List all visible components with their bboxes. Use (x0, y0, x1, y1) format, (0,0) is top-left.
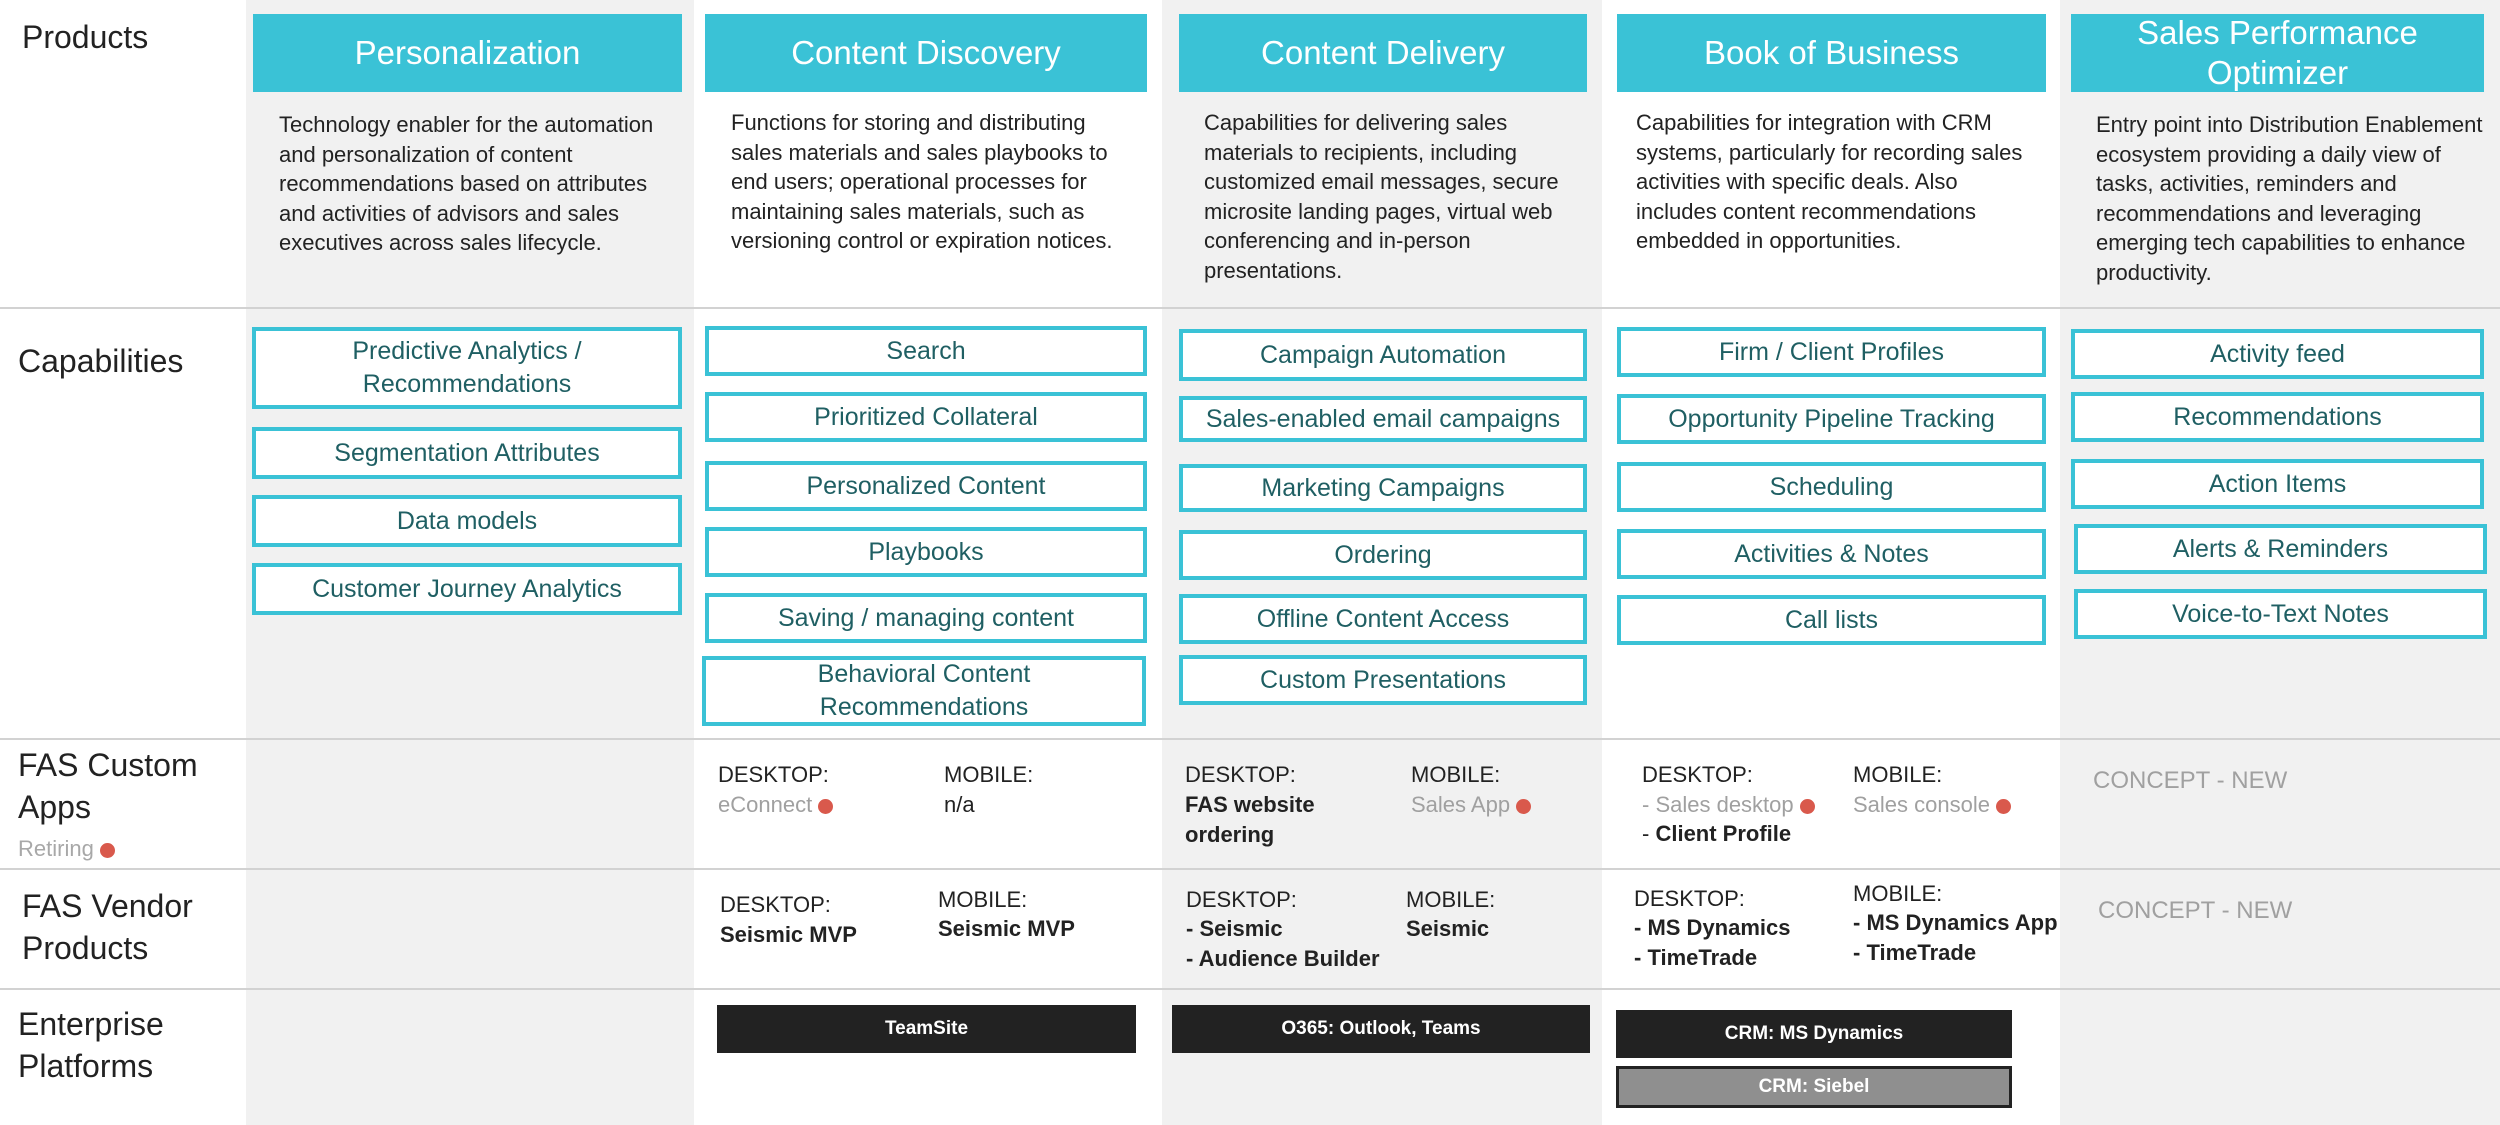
capability-box: Firm / Client Profiles (1617, 327, 2046, 377)
mobile-app-value: n/a (944, 792, 975, 817)
desktop-label: DESKTOP: (1185, 762, 1296, 787)
row-label-products: Products (22, 19, 149, 55)
capability-box: Activities & Notes (1617, 529, 2046, 579)
row-label-custom-apps: FAS Custom Apps (18, 747, 198, 825)
product-description-content-delivery: Capabilities for delivering sales materials to recipients, including customized email messages, secure microsite landing pages, virtual web conferencing and in-person presentations. (1204, 110, 1559, 283)
capability-box: Customer Journey Analytics (252, 563, 682, 615)
platform-teamsite: TeamSite (717, 1005, 1136, 1053)
capability-box: Opportunity Pipeline Tracking (1617, 394, 2046, 444)
row-label-vendor-products: FAS Vendor Products (22, 888, 193, 966)
desktop-app-client-profile (1642, 819, 1791, 849)
desktop-app-sales-desktop (1642, 790, 1815, 820)
capability-box: Prioritized Collateral (705, 392, 1147, 442)
concept-new-note: CONCEPT - NEW (2093, 767, 2288, 794)
capability-box: Search (705, 326, 1147, 376)
desktop-label: DESKTOP: (718, 762, 829, 787)
retiring-dot-icon (818, 799, 833, 814)
mobile-label: MOBILE: (1411, 762, 1501, 787)
product-description-book-of-business: Capabilities for integration with CRM systems, particularly for recording sales activities with specific deals. Also includes content recommendations embedded in opportunities. (1636, 110, 2023, 253)
product-description-content-discovery: Functions for storing and distributing sales materials and sales playbooks to end users; operational processes for maintaining sales materials, such as versioning control or expiration notices. (731, 110, 1113, 253)
platform-crm-siebel: CRM: Siebel (1616, 1066, 2012, 1108)
concept-new-note: CONCEPT - NEW (2098, 897, 2293, 924)
mobile-app-sales-app (1411, 790, 1531, 820)
desktop-label: DESKTOP: (1642, 762, 1753, 787)
capability-box: Alerts & Reminders (2074, 524, 2487, 574)
desktop-app-econnect-label: eConnect (718, 792, 813, 817)
capability-box: Recommendations (2071, 392, 2484, 442)
capability-box: Marketing Campaigns (1179, 464, 1587, 512)
capability-box: Sales-enabled email campaigns (1179, 396, 1587, 442)
vendor-desktop-value: - Seismic - Audience Builder (1186, 916, 1380, 971)
product-header-sales-performance: Sales Performance Optimizer (2071, 14, 2484, 92)
desktop-label: DESKTOP: (720, 892, 831, 917)
retiring-legend (18, 836, 115, 862)
capability-box: Data models (252, 495, 682, 547)
capability-box: Personalized Content (705, 461, 1147, 511)
capability-box: Playbooks (705, 527, 1147, 577)
capability-box: Activity feed (2071, 329, 2484, 379)
retiring-dot-icon (100, 843, 115, 858)
capability-box: Segmentation Attributes (252, 427, 682, 479)
desktop-app-fas-website: FAS website ordering (1185, 792, 1315, 847)
row-divider (0, 868, 2500, 870)
mobile-label: MOBILE: (1406, 887, 1496, 912)
desktop-label: DESKTOP: (1186, 887, 1297, 912)
capability-box: Voice-to-Text Notes (2074, 589, 2487, 639)
product-description-personalization: Technology enabler for the automation and personalization of content recommendations based on attributes and activities of advisors and sales executives across sales lifecycle. (279, 112, 654, 255)
product-header-content-delivery: Content Delivery (1179, 14, 1587, 92)
product-header-content-discovery: Content Discovery (705, 14, 1147, 92)
mobile-label: MOBILE: (938, 887, 1028, 912)
mobile-app-sales-app-label: Sales App (1411, 792, 1511, 817)
vendor-desktop-value: - MS Dynamics - TimeTrade (1634, 915, 1791, 970)
row-label-enterprise-platforms: Enterprise Platforms (18, 1006, 164, 1084)
capability-box: Behavioral Content Recommendations (702, 656, 1146, 726)
vendor-mobile-value: Seismic (1406, 916, 1490, 941)
capability-box: Scheduling (1617, 462, 2046, 512)
capability-box: Custom Presentations (1179, 655, 1587, 705)
capability-box: Action Items (2071, 459, 2484, 509)
product-header-personalization: Personalization (253, 14, 682, 92)
vendor-desktop-value: Seismic MVP (720, 922, 857, 947)
retiring-dot-icon (1996, 799, 2011, 814)
row-divider (0, 738, 2500, 740)
mobile-label: MOBILE: (1853, 762, 1943, 787)
platform-o365: O365: Outlook, Teams (1172, 1005, 1590, 1053)
platform-crm-ms-dynamics: CRM: MS Dynamics (1616, 1010, 2012, 1058)
mobile-app-sales-console (1853, 790, 2011, 820)
product-description-sales-performance: Entry point into Distribution Enablement ecosystem providing a daily view of tasks, activities, reminders and recommendations and leveraging emerging tech capabilities to enhance productivity. (2096, 112, 2483, 285)
capability-box: Call lists (1617, 595, 2046, 645)
mobile-label: MOBILE: (1853, 881, 1943, 906)
capability-box: Predictive Analytics / Recommendations (252, 327, 682, 409)
product-header-book-of-business: Book of Business (1617, 14, 2046, 92)
capability-box: Saving / managing content (705, 593, 1147, 643)
capability-box: Offline Content Access (1179, 594, 1587, 644)
retiring-dot-icon (1516, 799, 1531, 814)
vendor-mobile-value: Seismic MVP (938, 916, 1075, 941)
capability-box: Campaign Automation (1179, 329, 1587, 381)
desktop-app-client-profile-prefix: - (1642, 821, 1656, 846)
mobile-app-sales-console-label: Sales console (1853, 792, 1990, 817)
row-divider (0, 307, 2500, 309)
row-label-capabilities: Capabilities (18, 343, 184, 379)
desktop-label: DESKTOP: (1634, 886, 1745, 911)
retiring-label: Retiring (18, 836, 94, 861)
desktop-app-econnect (718, 790, 833, 820)
retiring-dot-icon (1800, 799, 1815, 814)
desktop-app-client-profile-label: Client Profile (1655, 821, 1792, 846)
desktop-app-sales-desktop-label: - Sales desktop (1642, 792, 1794, 817)
mobile-label: MOBILE: (944, 762, 1034, 787)
vendor-mobile-value: - MS Dynamics App - TimeTrade (1853, 910, 2058, 965)
row-divider (0, 988, 2500, 990)
capability-box: Ordering (1179, 530, 1587, 580)
